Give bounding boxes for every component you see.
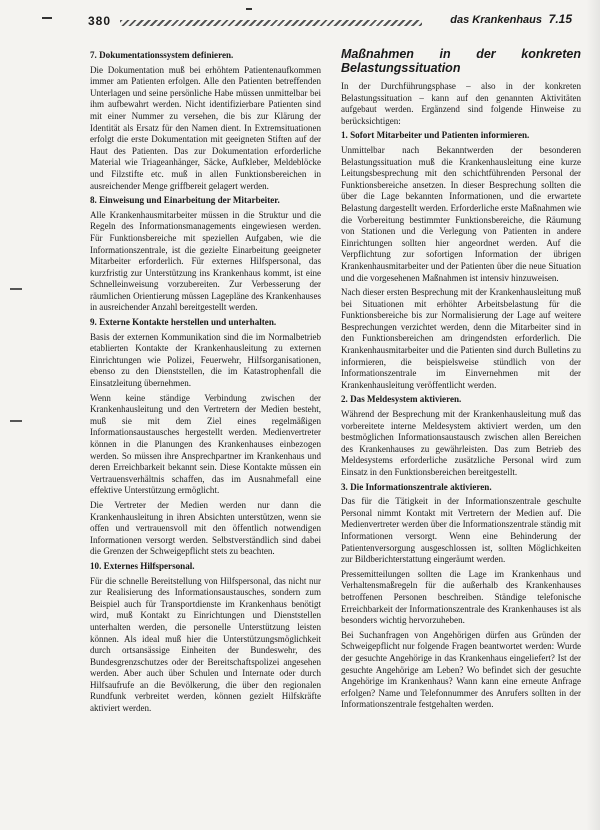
paragraph: Nach dieser ersten Besprechung mit der Krankenhausleitung muß bei Situationen mit erhöhter Arbeitsbelastung für die Funktionsbereiche bis zur Normalisierung der Lage auf weitere Besprechungen verzichtet werden, denn die Mitarbeiter sind in den Funktionsbereichen am dringendsten erforderlich. Die Krankenhausmitarbeiter und die Patienten sind durch Bulletins zu informieren, die beispielsweise stündlich von der Informationszentrale im Einvernehmen mit der Krankenhausleitung veröffentlicht werden. [341, 287, 581, 390]
section-heading: 8. Einweisung und Einarbeitung der Mitarbeiter. [90, 195, 280, 206]
margin-mark [10, 288, 22, 290]
header-rule [120, 20, 422, 26]
header-dash [42, 17, 52, 19]
right-column [341, 47, 581, 714]
running-header [72, 10, 572, 30]
section-heading: 10. Externes Hilfspersonal. [90, 560, 195, 571]
paragraph: Bei Suchanfragen von Angehörigen dürfen aus Gründen der Schweigepflicht nur folgende Fragen beantwortet werden: Wurde der gesuchte Angehörige in das Krankenhaus eingeliefert? Ist der gesuchte Angehörige am Leben? Wo befindet sich der gesuchte Angehörige im Krankenhaus? Wann kann eine erneute Anfrage erfolgen? Name und Telefonnummer des Anrufers sollten in der Informationszentrale festgehalten werden. [341, 629, 581, 710]
section-heading: 1. Sofort Mitarbeiter und Patienten informieren. [341, 130, 530, 141]
center-mark [246, 8, 252, 10]
section-heading: 9. Externe Kontakte herstellen und unterhalten. [90, 317, 277, 328]
paragraph: Während der Besprechung mit der Krankenhausleitung muß das vorbereitete interne Meldesystem aktiviert werden, um den bestmöglichen Informationsaustausch zwischen allen Bereichen des Krankenhauses zu gewährleisten. Das zum Betrieb des Meldesystems erforderliche zusätzliche Personal wird zum Einsatz in den Funktionsbereichen bereitgestellt. [341, 409, 581, 477]
running-title: das Krankenhaus [450, 14, 542, 26]
section-heading: 7. Dokumentationssystem definieren. [90, 50, 234, 60]
margin-mark [10, 420, 22, 422]
paragraph: Das für die Tätigkeit in der Informationszentrale geschulte Personal nimmt Kontakt mit Vertretern der Medien auf. Die Medienvertreter werden über die Informationszentrale ständig mit Informationen versorgt. Wenn eine Behinderung der Patientenversorgung ausgeschlossen ist, sollten Möglichkeiten zur Bildberichterstattung eingeräumt werden. [341, 496, 581, 565]
paragraph: Basis der externen Kommunikation sind die im Normalbetrieb etablierten Kontakte der Krankenhausleitung zu externen Einrichtungen wie Polizei, Feuerwehr, Hilfsorganisationen, ebenso zu den Dienststellen, die im Katastrophenfall die Einsatzleitung übernehmen. [90, 331, 321, 389]
paragraph: Alle Krankenhausmitarbeiter müssen in die Struktur und die Regeln des Informationsmanagements eingewiesen werden. Für Funktionsbereiche mit speziellen Aufgaben, wie die Informationszentrale, ist die gezielte Einarbeitung geeigneter Mitarbeiter erforderlich. Für externes Hilfspersonal, das kurzfristig zur Unterstützung ins Krankenhaus kommt, ist eine Schnelleinweisung vorzubereiten. Zur Verbesserung der räumlichen Orientierung müssen Lagepläne des Krankenhauses in ausreichender Anzahl bereitgestellt werden. [90, 209, 321, 313]
paragraph: Für die schnelle Bereitstellung von Hilfspersonal, das nicht nur zur Realisierung des Informationsaustausches, sondern zum Beispiel auch für Transportdienste im Krankenhaus benötigt wird, muß Kontakt zu Einrichtungen und Dienststellen unterhalten werden, die personelle Unterstützung leisten können. Als ideal muß hier die Unterstützungsmöglichkeit durch ortsansässige Einheiten der Bundeswehr, des Bundesgrenzschutzes oder der Bereitschaftspolizei angesehen werden. Aber auch über Schulen und Internate oder durch Hilfsaufrufe an die Bevölkerung, die über den regionalen Rundfunk verbreitet werden, können gezielt Hilfskräfte aktiviert werden. [90, 575, 321, 714]
page-number: 380 [88, 14, 112, 28]
section-heading: 2. Das Meldesystem aktivieren. [341, 394, 462, 405]
scan-shadow [586, 0, 600, 830]
paragraph: Unmittelbar nach Bekanntwerden der besonderen Belastungssituation muß die Krankenhausleitung eine kurze Leitungsbesprechung mit den schichtführenden Personal der Funktionsbereiche ansetzen. In dieser Besprechung sollten die über die Lage bekannten Informationen, und die erwartete Belastung dargestellt werden. Erforderliche erste Maßnahmen wie die Vorbereitung bestimmter Funktionsbereiche, die Räumung von Stationen und die Verlegung von Patienten in andere Einrichtungen sollten hier angeordnet werden. Auf die Verpflichtung zur sofortigen Information der übrigen Krankenhausmitarbeiter und der Patienten über die neue Situation und die vorgesehenen Maßnahmen ist intensiv hinzuweisen. [341, 144, 581, 283]
left-column [90, 47, 321, 718]
section-title: Maßnahmen in der konkreten Belastungssituation [341, 47, 581, 75]
paragraph: Wenn keine ständige Verbindung zwischen der Krankenhausleitung und den Vertretern der Medien besteht, muß sie mit dem Ziel eines regelmäßigen Informationsaustausches hergestellt werden. Medienvertreter können in die Planungen des Krankenhauses einbezogen werden. So müssen ihre Ansprechpartner im Krankenhaus und deren Erreichbarkeit bekannt sein. Diese Kontakte müssen ein Vertrauensverhältnis schaffen, das im Ausnahmefall eine effektive Unterstützung ermöglicht. [90, 392, 321, 496]
chapter-number: 7.15 [548, 12, 572, 26]
section-heading: 3. Die Informationszentrale aktivieren. [341, 481, 492, 492]
paragraph: Die Dokumentation muß bei erhöhtem Patientenaufkommen immer am Patienten erfolgen. Alle den Patienten betreffenden Unterlagen und seine persönliche Habe müssen unmittelbar bei ihm aufbewahrt werden. Nicht identifizierbare Patienten sind mit einer Nummer zu versehen, die bis zur Klärung der Identität als Ersatz für den Namen dient. In Extremsituationen erfolgt die erste Dokumentation mit geeigneten Stiften auf der Haut des Patienten. Das zur Dokumentation erforderliche Material wie Triageanhänger, Säcke, Aufkleber, Meldeblöcke und Filzstifte etc. muß in allen Funktionsbereichen in ausreichender Menge griffbereit gelagert werden. [90, 64, 321, 191]
intro-paragraph: In der Durchführungsphase – also in der konkreten Belastungssituation – kann auf den genannten Aktivitäten aufgebaut werden. Ergänzend sind folgende Hinweise zu berücksichtigen: [341, 81, 581, 126]
paragraph: Pressemitteilungen sollten die Lage im Krankenhaus und Verhaltensmaßregeln für die außerhalb des Krankenhauses betroffenen Personen beschreiben. Ständige telefonische Erreichbarkeit der Informationszentrale des Krankenhauses ist als besonders wichtig hervorzuheben. [341, 568, 581, 626]
paragraph: Die Vertreter der Medien werden nur dann die Krankenhausleitung in ihren Absichten unterstützen, wenn sie offen und vertrauensvoll mit den öffentlich notwendigen Informationen versorgt werden. Selbstverständlich sind dabei die Grenzen der Schweigepflicht stets zu beachten. [90, 499, 321, 557]
